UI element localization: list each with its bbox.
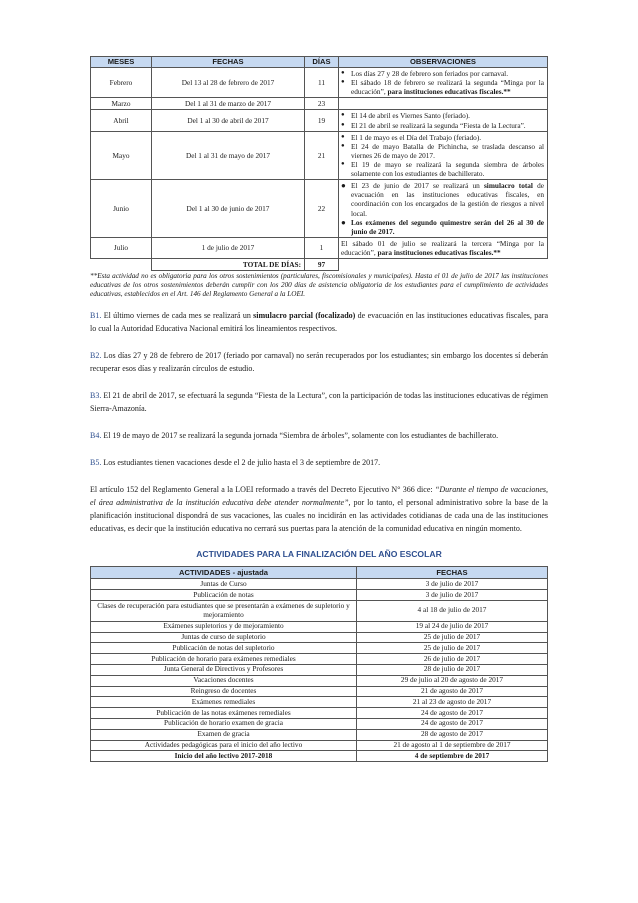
paragraph-text: Los días 27 y 28 de febrero de 2017 (feriado por carnaval) no serán recuperados por los estudiantes; sin embargo los docentes sí deberán recuperar esos días y realizarán círculos de estudio. xyxy=(90,351,548,374)
header-actividades: ACTIVIDADES - ajustada xyxy=(91,567,357,579)
observation-text: El 23 de junio de 2017 se realizará un xyxy=(351,181,484,191)
activity-cell: Clases de recuperación para estudiantes que se presentarán a exámenes de supletorio y mejoramiento xyxy=(91,600,357,621)
table-row xyxy=(91,718,548,729)
activity-date-cell: 25 de julio de 2017 xyxy=(357,643,548,654)
activity-cell: Publicación de notas del supletorio xyxy=(91,643,357,654)
table-row xyxy=(91,708,548,719)
month-cell: Marzo xyxy=(91,98,152,110)
dates-cell: Del 1 al 31 de marzo de 2017 xyxy=(152,98,305,110)
paragraph-text: , por lo tanto, el personal administrativo sobre la base de la planificación institucional dispondrá de sus vacaciones, las cuales no incidirán en las actividades cotidianas de cada una de las instituciones educativas, es decir que la institución educativa no cerrará sus puertas para la atención de la comunidad educativa en ningún momento. xyxy=(90,498,548,534)
activity-date-cell: 3 de julio de 2017 xyxy=(357,589,548,600)
observation-bold-text: para instituciones educativas fiscales.** xyxy=(377,247,501,257)
activity-cell: Publicación de las notas exámenes remediales xyxy=(91,708,357,719)
observations-cell xyxy=(339,180,548,238)
table-row xyxy=(91,686,548,697)
bullet-icon: ● xyxy=(341,70,345,76)
observations-cell xyxy=(339,131,548,180)
table-row xyxy=(91,98,548,110)
paragraph-text: El último viernes de cada mes se realizará un xyxy=(101,311,254,321)
paragraph-bold-text: simulacro parcial (focalizado) xyxy=(253,311,356,321)
table-row xyxy=(91,632,548,643)
days-cell: 23 xyxy=(305,98,339,110)
dates-cell: Del 1 al 30 de abril de 2017 xyxy=(152,110,305,131)
paragraph-label: B3. xyxy=(90,391,102,401)
paragraph-b2 xyxy=(90,349,548,375)
observations-cell xyxy=(339,98,548,110)
document-page xyxy=(90,0,548,762)
observation-text: Los días 27 y 28 de febrero son feriados por carnaval. xyxy=(351,69,509,78)
table-row xyxy=(91,729,548,740)
activity-cell: Inicio del año lectivo 2017-2018 xyxy=(91,751,357,762)
activities-section-title: ACTIVIDADES PARA LA FINALIZACIÓN DEL AÑO ESCOLAR xyxy=(196,549,442,560)
table-row xyxy=(91,131,548,180)
month-cell: Julio xyxy=(91,237,152,258)
observation-item xyxy=(341,142,544,160)
table-row xyxy=(91,740,548,751)
table-row xyxy=(91,600,548,621)
activity-date-cell: 21 de agosto de 2017 xyxy=(357,686,548,697)
paragraph-text: El artículo 152 del Reglamento General a la LOEI reformado a través del Decreto Ejecutivo N° 366 dice: xyxy=(90,485,435,495)
paragraph-label: B2. xyxy=(90,351,102,361)
dates-cell: 1 de julio de 2017 xyxy=(152,237,305,258)
activity-date-cell: 29 de julio al 20 de agosto de 2017 xyxy=(357,675,548,686)
table-row xyxy=(91,751,548,762)
observation-bold-text: simulacro total xyxy=(483,181,533,191)
bullet-icon: ● xyxy=(341,217,346,227)
activity-date-cell: 24 de agosto de 2017 xyxy=(357,708,548,719)
observation-text: El 19 de mayo se realizará la segunda siembra de árboles solamente con los estudiantes de bachillerato. xyxy=(351,159,544,179)
paragraph-text: El 21 de abril de 2017, se efectuará la segunda “Fiesta de la Lectura”, con la participación de todas las instituciones educativas de régimen Sierra-Amazonía. xyxy=(90,391,548,414)
observation-text: El 1 de mayo es el Día del Trabajo (feriado). xyxy=(351,132,482,142)
paragraph-b1 xyxy=(90,309,548,335)
activity-date-cell: 3 de julio de 2017 xyxy=(357,579,548,590)
dates-cell: Del 13 al 28 de febrero de 2017 xyxy=(152,68,305,98)
observation-item xyxy=(341,160,544,178)
observation-item xyxy=(341,121,544,130)
table-row xyxy=(91,654,548,665)
observations-cell xyxy=(339,110,548,131)
paragraph-text: Los estudiantes tienen vacaciones desde el 2 de julio hasta el 3 de septiembre de 2017. xyxy=(101,458,381,468)
activity-cell: Publicación de horario examen de gracia xyxy=(91,718,357,729)
activity-cell: Junta General de Directivos y Profesores xyxy=(91,664,357,675)
activity-cell: Examen de gracia xyxy=(91,729,357,740)
paragraph-b3 xyxy=(90,389,548,415)
table-row xyxy=(91,579,548,590)
observation-item xyxy=(341,218,544,236)
observation-text: El 14 de abril es Viernes Santo (feriado). xyxy=(351,111,470,121)
activity-cell: Publicación de notas xyxy=(91,589,357,600)
total-value: 97 xyxy=(305,259,339,271)
activity-cell: Exámenes supletorios y de mejoramiento xyxy=(91,621,357,632)
days-cell: 21 xyxy=(305,131,339,180)
paragraph-article-152 xyxy=(90,483,548,535)
activity-cell: Reingreso de docentes xyxy=(91,686,357,697)
paragraph-text: El 19 de mayo de 2017 se realizará la segunda jornada “Siembra de árboles”, solamente con los estudiantes de bachillerato. xyxy=(101,431,499,441)
month-cell: Abril xyxy=(91,110,152,131)
activity-date-cell: 4 al 18 de julio de 2017 xyxy=(357,600,548,621)
table-row xyxy=(91,589,548,600)
days-cell: 11 xyxy=(305,68,339,98)
observation-bold-text: para instituciones educativas fiscales.** xyxy=(387,87,511,97)
school-calendar-table xyxy=(90,56,548,271)
header-observaciones: OBSERVACIONES xyxy=(339,57,548,68)
activity-date-cell: 28 de julio de 2017 xyxy=(357,664,548,675)
observation-item xyxy=(341,78,544,96)
activity-date-cell: 4 de septiembre de 2017 xyxy=(357,751,548,762)
observation-item xyxy=(341,133,544,142)
days-cell: 1 xyxy=(305,237,339,258)
activity-cell: Juntas de Curso xyxy=(91,579,357,590)
header-dias: DÍAS xyxy=(305,57,339,68)
table-row xyxy=(91,237,548,258)
footnote: **Esta actividad no es obligatoria para los otros sostenimientos (particulares, fiscomisionales y municipales). Hasta el 01 de julio de 2017 las instituciones educativas de los otros sostenimientos deberán cumplir con los 200 días de asistencia obligatoria de los estudiantes para el cumplimiento de actividades educativas, establecidos en el Art. 146 del Reglamento General a la LOEI. xyxy=(90,272,548,299)
activity-cell: Vacaciones docentes xyxy=(91,675,357,686)
activity-date-cell: 19 al 24 de julio de 2017 xyxy=(357,621,548,632)
activities-header-row xyxy=(91,567,548,579)
table-row xyxy=(91,621,548,632)
activity-date-cell: 24 de agosto de 2017 xyxy=(357,718,548,729)
activities-table xyxy=(90,566,548,762)
table-row xyxy=(91,643,548,654)
month-cell: Junio xyxy=(91,180,152,238)
observation-text: El 21 de abril se realizará la segunda “Fiesta de la Lectura”. xyxy=(351,120,526,130)
observation-text: El sábado 18 de febrero se realizará la segunda “Minga por la educación”, xyxy=(351,78,544,97)
month-cell: Febrero xyxy=(91,68,152,98)
bullet-icon: ● xyxy=(341,112,345,119)
paragraph-label: B4. xyxy=(90,431,102,441)
bullet-icon: ● xyxy=(341,181,346,191)
activity-cell: Juntas de curso de supletorio xyxy=(91,632,357,643)
header-fechas: FECHAS xyxy=(152,57,305,68)
days-cell: 19 xyxy=(305,110,339,131)
dates-cell: Del 1 al 30 de junio de 2017 xyxy=(152,180,305,238)
bullet-icon: ● xyxy=(341,160,345,167)
table-row xyxy=(91,110,548,131)
days-cell: 22 xyxy=(305,180,339,238)
header-fechas: FECHAS xyxy=(357,567,548,579)
activity-cell: Publicación de horario para exámenes remediales xyxy=(91,654,357,665)
table-row xyxy=(91,675,548,686)
dates-cell: Del 1 al 31 de mayo de 2017 xyxy=(152,131,305,180)
month-cell: Mayo xyxy=(91,131,152,180)
observation-item xyxy=(341,111,544,120)
bullet-icon: ● xyxy=(341,79,345,86)
observation-text: El 24 de mayo Batalla de Pichincha, se traslada descanso al viernes 26 de mayo de 2017. xyxy=(351,141,544,160)
table-row xyxy=(91,664,548,675)
header-meses: MESES xyxy=(91,57,152,68)
observation-item xyxy=(341,181,544,217)
total-row xyxy=(91,259,548,271)
paragraph-b4 xyxy=(90,429,548,442)
paragraph-text: de evacuación en las instituciones educativas fiscales, para lo cual la Autoridad Educativa Nacional emitirá los lineamientos respectivos. xyxy=(90,311,548,334)
paragraph-label: B5. xyxy=(90,458,102,468)
paragraph-label: B1. xyxy=(90,311,102,321)
activity-date-cell: 25 de julio de 2017 xyxy=(357,632,548,643)
table-row xyxy=(91,68,548,98)
activity-cell: Exámenes remediales xyxy=(91,697,357,708)
total-label: TOTAL DE DÍAS: xyxy=(152,259,305,271)
activity-cell: Actividades pedagógicas para el inicio del año lectivo xyxy=(91,740,357,751)
activity-date-cell: 26 de julio de 2017 xyxy=(357,654,548,665)
observation-text: de evacuación en las instituciones educativas fiscales, en coordinación con los encargados de la gestión de riesgos a nivel local. xyxy=(351,181,545,218)
paragraph-italic-quote: “Durante el tiempo de vacaciones, el área administrativa de la institución educativa debe atender normalmente” xyxy=(90,485,548,508)
activities-table-body xyxy=(91,579,548,762)
activity-date-cell: 21 de agosto al 1 de septiembre de 2017 xyxy=(357,740,548,751)
bullet-icon: ● xyxy=(341,133,345,140)
bullet-icon: ● xyxy=(341,121,345,128)
calendar-header-row xyxy=(91,57,548,68)
bullet-icon: ● xyxy=(341,142,345,149)
observation-text: El sábado 01 de julio se realizará la tercera “Minga por la educación”, xyxy=(341,238,544,257)
paragraph-b5 xyxy=(90,456,548,469)
observation-bold-text: Los exámenes del segundo quimestre serán del 26 al 30 de junio de 2017. xyxy=(351,217,544,236)
table-row xyxy=(91,697,548,708)
observations-cell xyxy=(339,237,548,258)
observation-item xyxy=(341,69,544,78)
activity-date-cell: 28 de agosto de 2017 xyxy=(357,729,548,740)
table-row xyxy=(91,180,548,238)
activity-date-cell: 21 al 23 de agosto de 2017 xyxy=(357,697,548,708)
observations-cell xyxy=(339,68,548,98)
